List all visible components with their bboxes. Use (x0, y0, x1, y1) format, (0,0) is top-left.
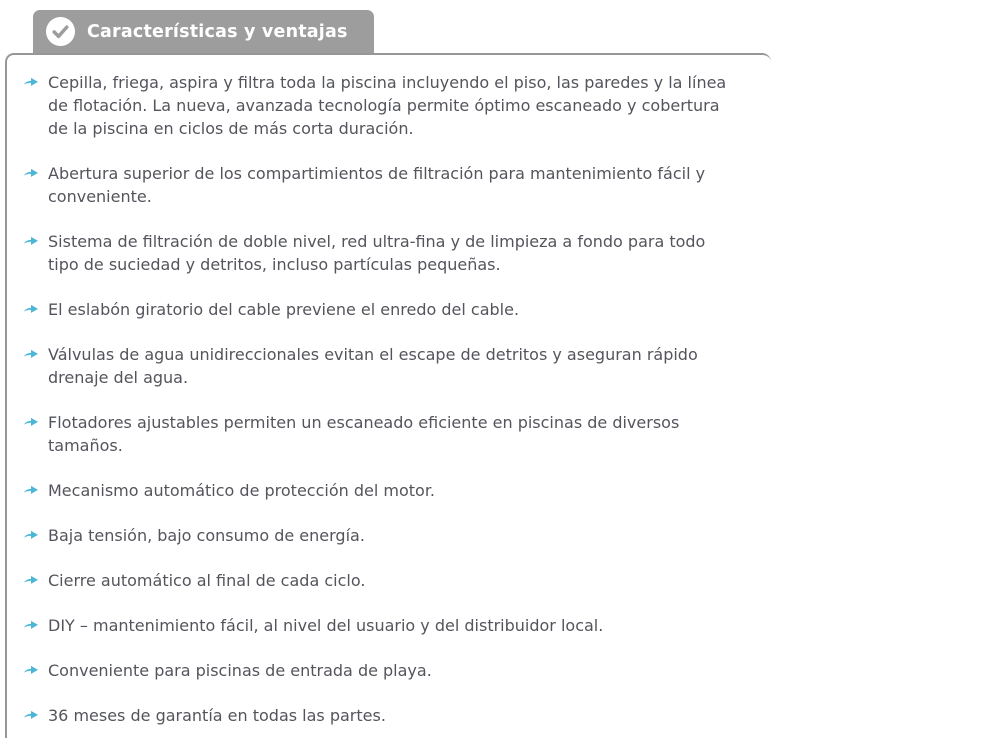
feature-text: 36 meses de garantía en todas las partes. (48, 706, 386, 725)
feature-text: El eslabón giratorio del cable previene el enredo del cable. (48, 300, 520, 319)
arrow-right-icon (23, 233, 39, 249)
list-item (23, 162, 739, 208)
features-tab (33, 10, 374, 53)
feature-text: Cierre automático al final de cada ciclo. (48, 571, 366, 590)
feature-text: Mecanismo automático de protección del motor. (48, 481, 436, 500)
feature-text: Baja tensión, bajo consumo de energía. (48, 526, 365, 545)
list-item (23, 411, 739, 457)
list-item (23, 704, 739, 727)
feature-text: Cepilla, friega, aspira y filtra toda la piscina incluyendo el piso, las paredes y la línea de flotación. La nueva, avanzada tecnología permite óptimo escaneado y cobertura de la piscina en ciclos de más corta duración. (48, 73, 727, 138)
list-item (23, 569, 739, 592)
arrow-right-icon (23, 617, 39, 633)
feature-text: Sistema de filtración de doble nivel, red ultra-fina y de limpieza a fondo para todo tipo de suciedad y detritos, incluso partículas pequeñas. (48, 232, 706, 274)
feature-text: Válvulas de agua unidireccionales evitan el escape de detritos y aseguran rápido drenaje del agua. (48, 345, 698, 387)
list-item (23, 479, 739, 502)
arrow-right-icon (23, 527, 39, 543)
arrow-right-icon (23, 414, 39, 430)
feature-text: Flotadores ajustables permiten un escaneado eficiente en piscinas de diversos tamaños. (48, 413, 680, 455)
section-title: Características y ventajas (87, 21, 348, 42)
arrow-right-icon (23, 74, 39, 90)
arrow-right-icon (23, 301, 39, 317)
list-item (23, 71, 739, 140)
feature-text: Abertura superior de los compartimientos de filtración para mantenimiento fácil y conveniente. (48, 164, 706, 206)
features-panel (5, 53, 771, 738)
arrow-right-icon (23, 707, 39, 723)
feature-text: Conveniente para piscinas de entrada de playa. (48, 661, 432, 680)
list-item (23, 298, 739, 321)
check-circle-icon (45, 16, 76, 47)
arrow-right-icon (23, 662, 39, 678)
feature-text: DIY – mantenimiento fácil, al nivel del usuario y del distribuidor local. (48, 616, 604, 635)
list-item (23, 230, 739, 276)
list-item (23, 343, 739, 389)
features-list (23, 71, 739, 727)
arrow-right-icon (23, 346, 39, 362)
arrow-right-icon (23, 165, 39, 181)
arrow-right-icon (23, 482, 39, 498)
list-item (23, 524, 739, 547)
list-item (23, 659, 739, 682)
list-item (23, 614, 739, 637)
arrow-right-icon (23, 572, 39, 588)
